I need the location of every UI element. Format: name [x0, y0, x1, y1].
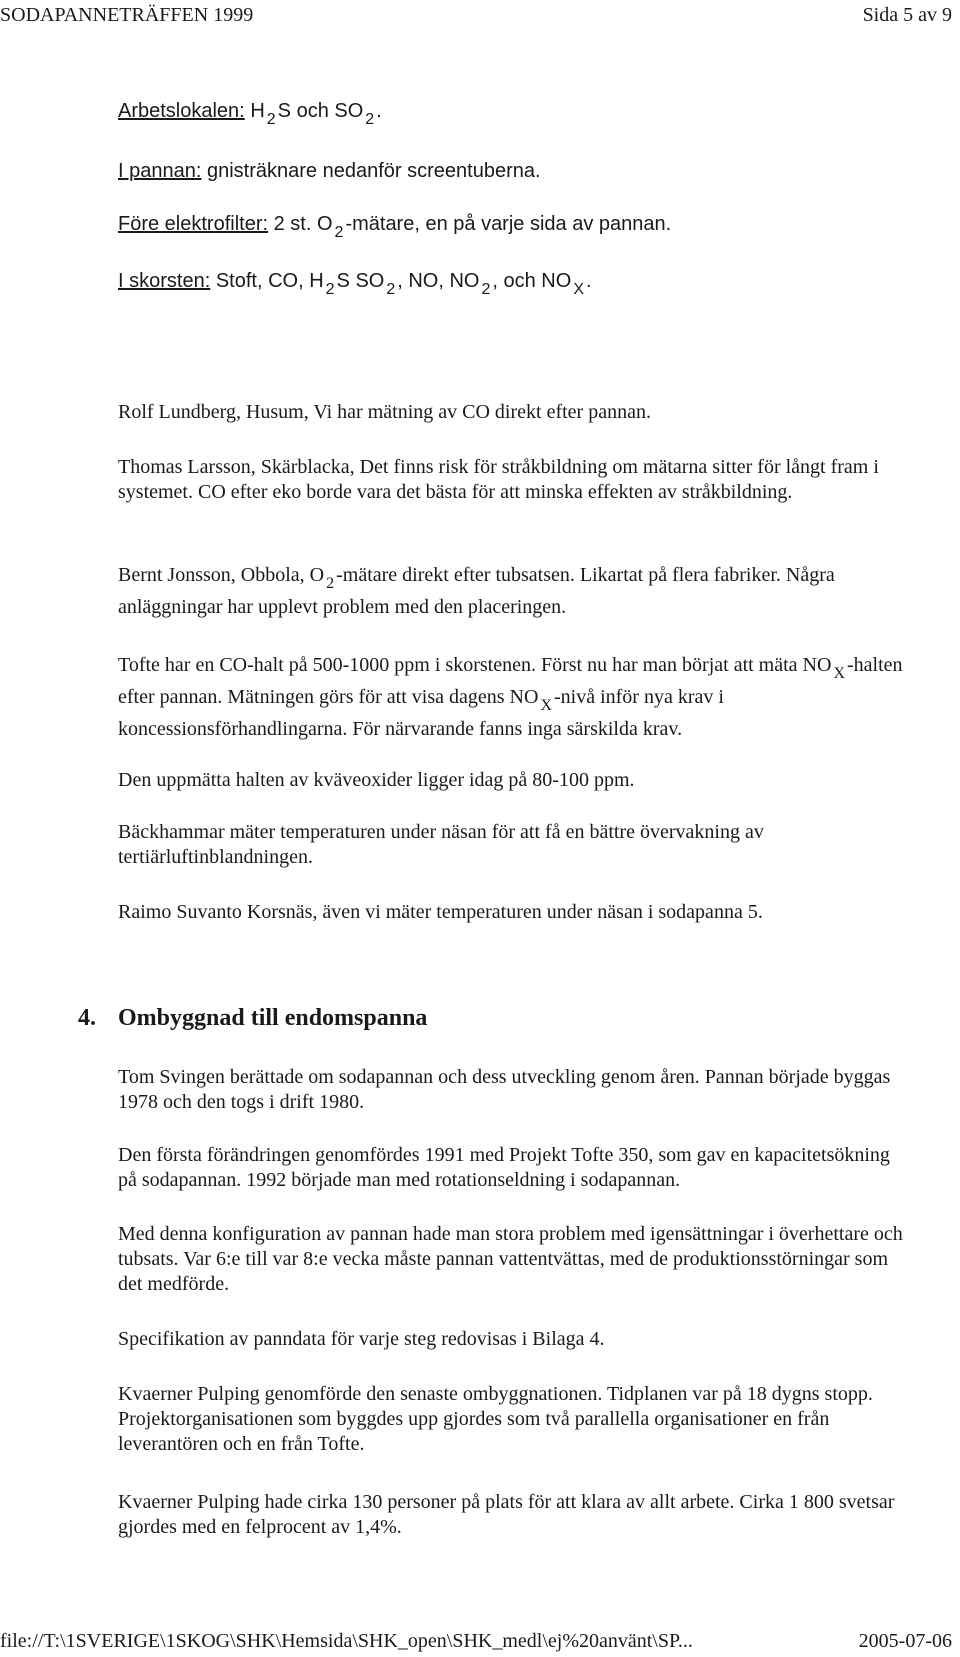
paragraph-tofte — [118, 650, 918, 744]
subscript: 2 — [365, 111, 375, 128]
text: -halten efter pannan. Mätningen görs för att visa dagens NO — [118, 654, 903, 708]
text: -mätare direkt efter tubsatsen. Likartat på flera fabriker. Några anläggningar har upplevt problem med den placeringen. — [118, 564, 835, 618]
paragraph-backhammar: Bäckhammar mäter temperaturen under näsan för att få en bättre övervakning av tertiärluftinblandningen. — [118, 821, 764, 868]
footer-file-path: file://T:\1SVERIGE\1SKOG\SHK\Hemsida\SHK_open\SHK_medl\ej%20använt\SP... — [0, 1630, 693, 1652]
measurement-label: I pannan: — [118, 160, 202, 182]
subscript: X — [540, 697, 552, 714]
section-title: Ombyggnad till endomspanna — [118, 1005, 428, 1031]
measurement-line-skorsten — [118, 270, 592, 298]
paragraph-halt: Den uppmätta halten av kväveoxider ligger idag på 80-100 ppm. — [118, 769, 635, 791]
text: . — [376, 100, 382, 122]
text: -nivå inför nya krav i koncessionsförhandlingarna. För närvarande fanns inga särskilda krav. — [118, 686, 724, 740]
section-paragraph: Kvaerner Pulping genomförde den senaste ombyggnationen. Tidplanen var på 18 dygns stopp. Projektorganisationen som byggdes upp gjordes som två parallella organisationer en från leverantören och en från Tofte. — [118, 1383, 873, 1455]
measurement-label: Arbetslokalen: — [118, 100, 245, 122]
subscript: 2 — [334, 224, 344, 241]
subscript: 2 — [386, 281, 396, 298]
text: S SO — [336, 270, 385, 292]
measurement-label: I skorsten: — [118, 270, 211, 292]
section-paragraph: Tom Svingen berättade om sodapannan och dess utveckling genom åren. Pannan började byggas 1978 och den togs i drift 1980. — [118, 1066, 891, 1113]
text: Stoft, CO, H — [215, 270, 324, 292]
measurement-label: Före elektrofilter: — [118, 213, 269, 235]
subscript: 2 — [325, 281, 335, 298]
page-number: Sida 5 av 9 — [862, 4, 952, 26]
page-header-title: SODAPANNETRÄFFEN 1999 — [0, 4, 254, 26]
subscript: 2 — [326, 575, 335, 592]
text: 2 st. O — [273, 213, 333, 235]
paragraph-thomas: Thomas Larsson, Skärblacka, Det finns risk för stråkbildning om mätarna sitter för långt fram i systemet. CO efter eko borde vara det bästa för att minska effekten av stråkbildning. — [118, 456, 879, 503]
text: S och SO — [277, 100, 364, 122]
paragraph-bernt — [118, 560, 918, 622]
subscript: 2 — [481, 281, 491, 298]
measurement-line-elektrofilter — [118, 213, 672, 241]
section-paragraph: Kvaerner Pulping hade cirka 130 personer på plats för att klara av allt arbete. Cirka 1 800 svetsar gjordes med en felprocent av 1,4%. — [118, 1491, 895, 1538]
paragraph-rolf: Rolf Lundberg, Husum, Vi har mätning av CO direkt efter pannan. — [118, 401, 651, 423]
text: -mätare, en på varje sida av pannan. — [345, 213, 672, 235]
section-paragraph: Med denna konfiguration av pannan hade man stora problem med igensättningar i överhettare och tubsats. Var 6:e till var 8:e vecka måste pannan vattentvättas, med de produktionsstörningar som det medförde. — [118, 1223, 903, 1295]
text: , NO, NO — [397, 270, 480, 292]
paragraph-raimo: Raimo Suvanto Korsnäs, även vi mäter temperaturen under näsan i sodapanna 5. — [118, 901, 763, 923]
section-number: 4. — [78, 1005, 96, 1031]
text: , och NO — [492, 270, 572, 292]
subscript: 2 — [266, 111, 276, 128]
text: . — [585, 270, 592, 292]
section-heading — [78, 1005, 427, 1032]
text: gnisträknare nedanför screentuberna. — [206, 160, 541, 182]
text: H — [250, 100, 265, 122]
section-paragraph: Den första förändringen genomfördes 1991 med Projekt Tofte 350, som gav en kapacitetsökning på sodapannan. 1992 började man med rotationseldning i sodapannan. — [118, 1144, 890, 1191]
section-paragraph: Specifikation av panndata för varje steg redovisas i Bilaga 4. — [118, 1328, 605, 1350]
subscript: X — [573, 281, 584, 298]
text: Tofte har en CO-halt på 500-1000 ppm i skorstenen. Först nu har man börjat att mäta NO — [118, 654, 832, 676]
footer-date: 2005-07-06 — [858, 1630, 952, 1652]
subscript: X — [833, 665, 845, 682]
measurement-line-pannan — [118, 160, 541, 183]
text: Bernt Jonsson, Obbola, O — [118, 564, 325, 586]
measurement-line-arbetslokalen — [118, 100, 382, 128]
